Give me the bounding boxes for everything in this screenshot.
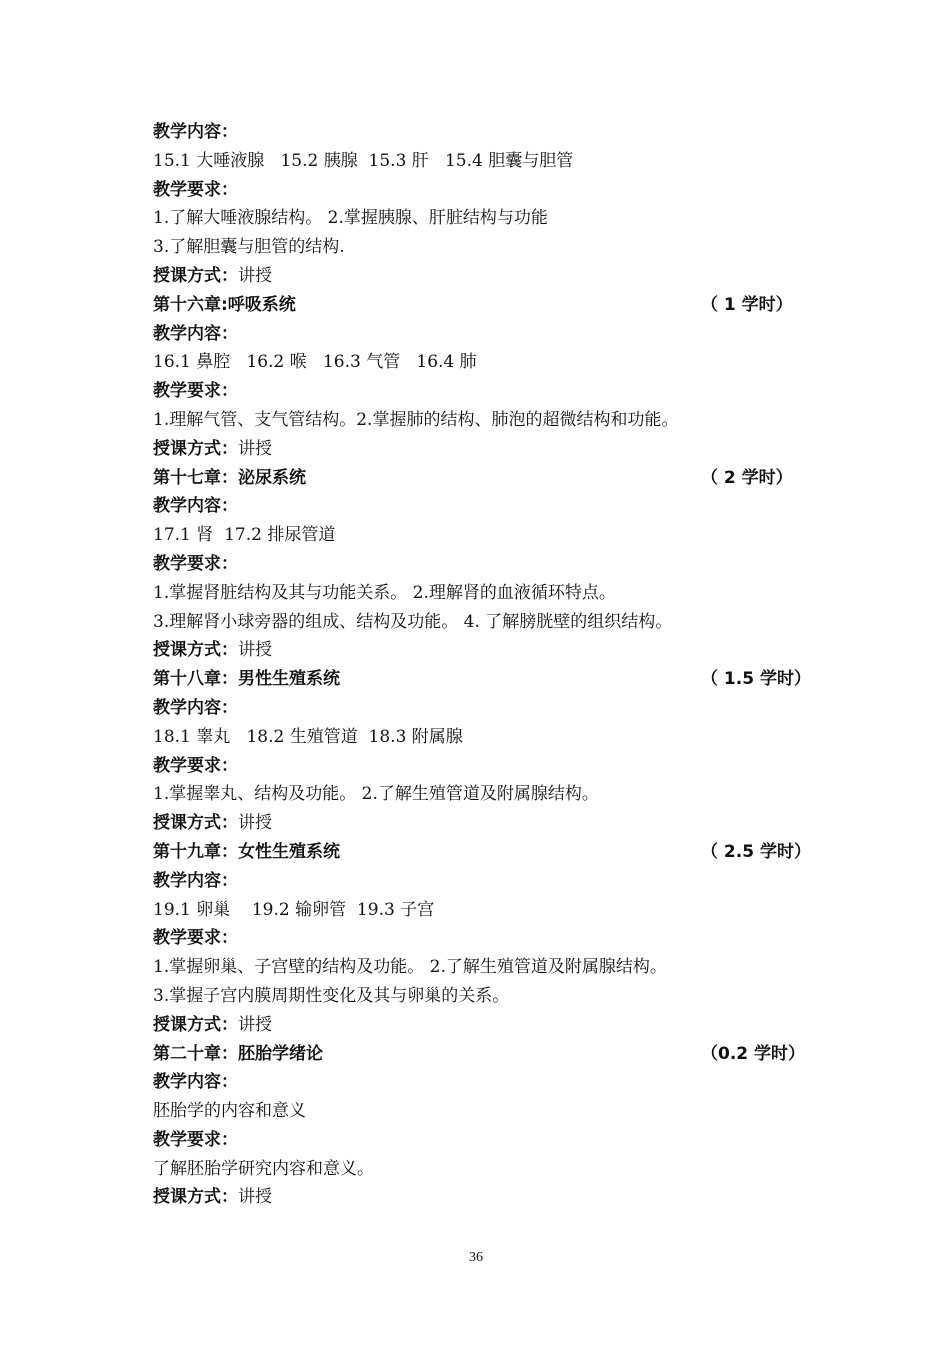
chapter-hours: （ 1.5 学时）: [701, 669, 811, 690]
method-label: 授课方式：: [153, 1187, 238, 1208]
method-line: [153, 1183, 813, 1212]
page-content: [153, 118, 813, 1212]
content-text: 17.1 肾 17.2 排尿管道: [153, 525, 336, 546]
content-text: 19.1 卵巢 19.2 输卵管 19.3 子宫: [153, 899, 435, 920]
content-label: 教学内容：: [153, 122, 238, 142]
requirement-line: 1.理解气管、支气管结构。2.掌握肺的结构、肺泡的超微结构和功能。: [153, 409, 679, 430]
content-label: 教学内容：: [153, 323, 238, 344]
requirements-label: 教学要求：: [153, 928, 238, 949]
requirement-line: 了解胚胎学研究内容和意义。: [153, 1158, 374, 1179]
content-text: 18.1 睾丸 18.2 生殖管道 18.3 附属腺: [153, 726, 463, 747]
method-label: 授课方式：: [153, 265, 238, 286]
chapter-heading: [153, 665, 813, 694]
chapter-heading: [153, 838, 813, 867]
requirement-line: 3.掌握子宫内膜周期性变化及其与卵巢的关系。: [153, 985, 510, 1006]
requirement-line: 1.掌握睾丸、结构及功能。 2.了解生殖管道及附属腺结构。: [153, 784, 599, 805]
chapter-heading: [153, 291, 813, 320]
requirements-label: 教学要求：: [153, 755, 238, 776]
requirement-line: 1.了解大唾液腺结构。 2.掌握胰腺、肝脏结构与功能: [153, 208, 548, 229]
requirements-label: 教学要求：: [153, 1129, 238, 1150]
method-text: 讲授: [238, 640, 272, 661]
content-label: 教学内容：: [153, 870, 238, 891]
method-text: 讲授: [238, 265, 272, 286]
method-label: 授课方式：: [153, 438, 238, 459]
method-text: 讲授: [238, 813, 272, 834]
requirement-line: 3.了解胆囊与胆管的结构.: [153, 237, 345, 258]
method-line: [153, 1011, 813, 1040]
requirements-label: 教学要求：: [153, 179, 238, 200]
chapter-title: 第十九章：女性生殖系统: [153, 841, 340, 862]
method-text: 讲授: [238, 1187, 272, 1208]
chapter-hours: （0.2 学时）: [701, 1043, 806, 1064]
content-label: 教学内容：: [153, 697, 238, 718]
method-label: 授课方式：: [153, 1014, 238, 1035]
chapter-title: 第二十章：胚胎学绪论: [153, 1043, 323, 1064]
method-text: 讲授: [238, 438, 272, 459]
method-line: [153, 809, 813, 838]
chapter-title: 第十六章:呼吸系统: [153, 294, 296, 315]
requirement-line: 3.理解肾小球旁器的组成、结构及功能。 4. 了解膀胱壁的组织结构。: [153, 611, 673, 632]
chapter-title: 第十八章：男性生殖系统: [153, 669, 340, 690]
content-text: 胚胎学的内容和意义: [153, 1101, 306, 1122]
content-label: 教学内容：: [153, 496, 238, 517]
requirements-label: 教学要求：: [153, 381, 238, 402]
content-text: 15.1 大唾液腺 15.2 胰腺 15.3 肝 15.4 胆囊与胆管: [153, 150, 574, 171]
requirements-label: 教学要求：: [153, 553, 238, 574]
method-line: [153, 262, 813, 291]
requirement-line: 1.掌握肾脏结构及其与功能关系。 2.理解肾的血液循环特点。: [153, 582, 616, 603]
chapter-hours: （ 1 学时）: [701, 294, 793, 315]
method-label: 授课方式：: [153, 640, 238, 661]
page-number: 36: [469, 1250, 483, 1265]
chapter-hours: （ 2.5 学时）: [701, 841, 811, 862]
content-text: 16.1 鼻腔 16.2 喉 16.3 气管 16.4 肺: [153, 352, 477, 373]
method-line: [153, 435, 813, 464]
chapter-hours: （ 2 学时）: [701, 467, 793, 488]
chapter-title: 第十七章：泌尿系统: [153, 467, 306, 488]
chapter-heading: [153, 1040, 813, 1069]
method-label: 授课方式：: [153, 813, 238, 834]
chapter-heading: [153, 464, 813, 493]
content-label: 教学内容：: [153, 1072, 238, 1093]
method-text: 讲授: [238, 1014, 272, 1035]
requirement-line: 1.掌握卵巢、子宫壁的结构及功能。 2.了解生殖管道及附属腺结构。: [153, 957, 667, 978]
method-line: [153, 636, 813, 665]
